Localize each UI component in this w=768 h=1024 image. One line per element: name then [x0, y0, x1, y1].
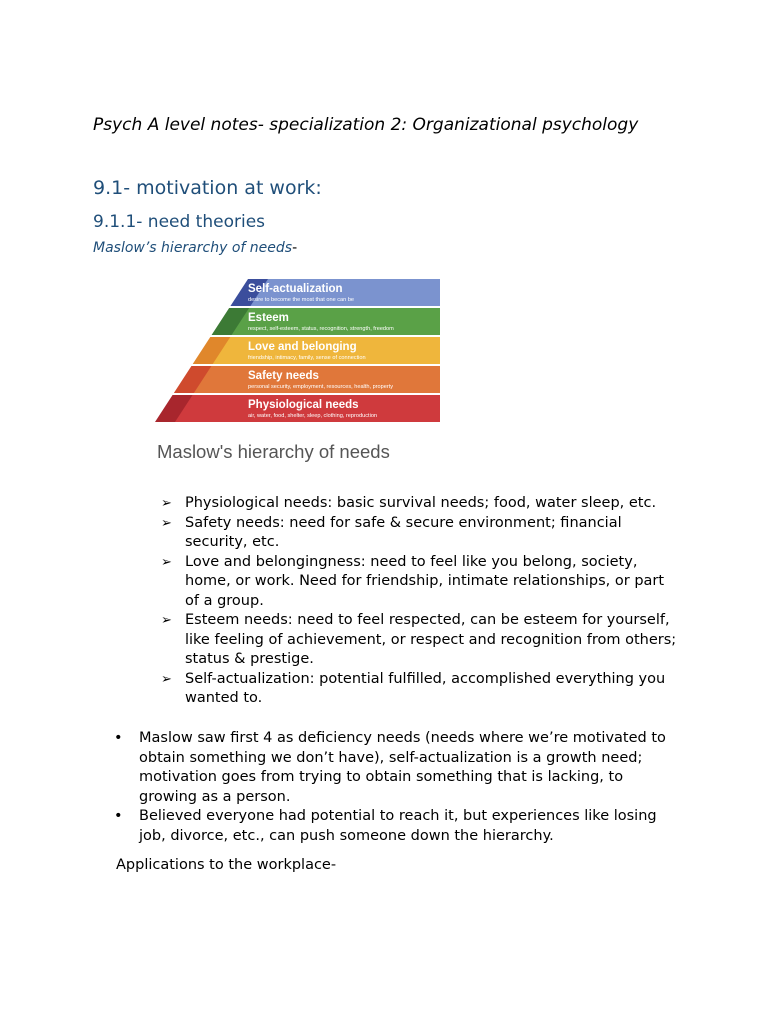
note-list-item: [113, 807, 683, 846]
heading-need-theories: 9.1.1- need theories: [93, 212, 266, 232]
pyramid-level-description: respect, self-esteem, status, recognition, strength, freedom: [248, 326, 394, 332]
list-item-text: Love and belongingness: need to feel like you belong, society, home, or work. Need for friendship, intimate relationships, or part of a group.: [185, 553, 665, 609]
pyramid-level-safety-needs: [174, 366, 440, 393]
need-list-item: [160, 553, 680, 612]
pyramid-level-description: air, water, food, shelter, sleep, clothing, reproduction: [248, 413, 378, 419]
pyramid-caption: Maslow's hierarchy of needs: [157, 441, 390, 462]
list-item-text: Maslow saw first 4 as deficiency needs (needs where we’re motivated to obtain something we don’t have), self-actualization is a growth need; motivation goes from trying to obtain something that is lacking, to growing as a person.: [139, 730, 666, 805]
list-item-text: Self-actualization: potential fulfilled, accomplished everything you wanted to.: [185, 670, 666, 706]
pyramid-level-physiological-needs: [155, 395, 440, 422]
pyramid-level-love-and-belonging: [193, 337, 440, 364]
note-list-item: [113, 729, 683, 807]
heading-maslow-dash: -: [292, 240, 298, 256]
need-list-item: [160, 670, 680, 709]
list-item-text: Believed everyone had potential to reach it, but experiences like losing job, divorce, etc., can push someone down the hierarchy.: [139, 808, 657, 844]
list-marker: ➢: [161, 496, 172, 511]
need-list-item: [160, 611, 680, 670]
pyramid-level-self-actualization: [230, 279, 440, 306]
list-item-text: Esteem needs: need to feel respected, can be esteem for yourself, like feeling of achievement, or respect and recognition from others; status & prestige.: [185, 612, 677, 667]
pyramid-level-description: desire to become the most that one can be: [248, 297, 355, 303]
pyramid-level-title: Esteem: [248, 312, 289, 324]
heading-maslow: [93, 240, 297, 256]
pyramid-level-title: Self-actualization: [248, 283, 343, 295]
need-list-item: [160, 494, 680, 514]
maslow-pyramid-graphic: [150, 272, 450, 472]
list-marker: ➢: [161, 671, 172, 687]
list-marker: ➢: [161, 554, 172, 570]
heading-motivation-at-work: 9.1- motivation at work:: [93, 177, 322, 199]
list-marker: ➢: [161, 515, 172, 531]
pyramid-level-title: Physiological needs: [248, 399, 359, 411]
list-marker: •: [114, 730, 123, 746]
maslow-pyramid-figure: [150, 272, 450, 472]
list-item-text: Physiological needs: basic survival needs; food, water sleep, etc.: [185, 495, 657, 511]
notes-list: [113, 729, 683, 846]
pyramid-level-esteem: [212, 308, 440, 335]
list-marker: ➢: [161, 613, 172, 628]
document-title: Psych A level notes- specialization 2: Organizational psychology: [93, 115, 639, 135]
needs-list: [160, 494, 680, 709]
list-item-text: Safety needs: need for safe & secure environment; financial security, etc.: [185, 514, 622, 550]
applications-paragraph: Applications to the workplace-: [116, 857, 337, 873]
pyramid-level-description: personal security, employment, resources, health, property: [248, 384, 394, 390]
pyramid-level-title: Love and belonging: [248, 341, 357, 353]
need-list-item: [160, 514, 680, 553]
list-marker: •: [114, 808, 123, 824]
heading-maslow-text: Maslow’s hierarchy of needs: [93, 240, 293, 256]
pyramid-level-description: friendship, intimacy, family, sense of connection: [248, 355, 366, 361]
pyramid-level-title: Safety needs: [248, 370, 319, 382]
